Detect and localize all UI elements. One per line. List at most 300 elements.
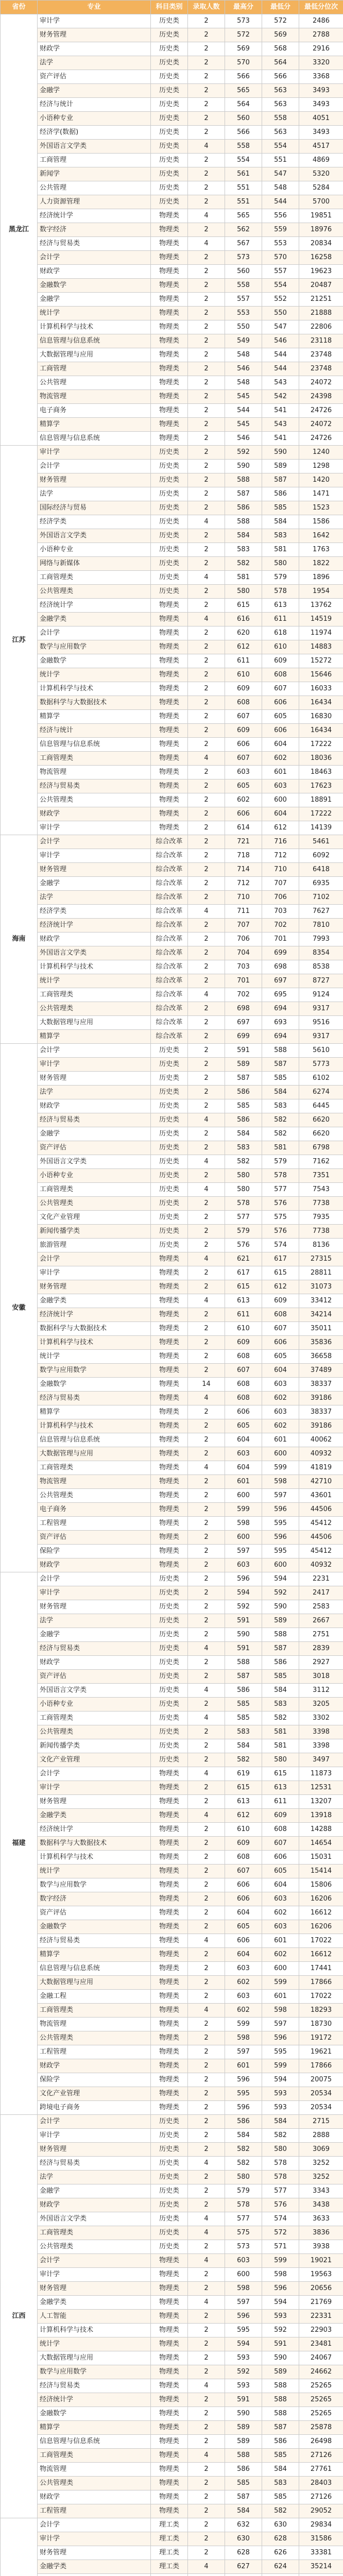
- category-cell: [151, 2574, 188, 2576]
- table-row: [1, 2268, 343, 2282]
- major-cell: 会计学: [38, 2518, 151, 2532]
- admitted-cell: 2: [188, 2143, 225, 2157]
- category-cell: 综合改革: [151, 863, 188, 877]
- max-score-cell: 597: [225, 2045, 262, 2059]
- category-cell: 物理类: [151, 1545, 188, 1558]
- admitted-cell: 4: [188, 1183, 225, 1197]
- min-score-cell: 559: [262, 223, 299, 237]
- max-score-cell: 587: [225, 1072, 262, 1086]
- major-cell: 金融学: [38, 293, 151, 307]
- min-rank-cell: 15414: [299, 1865, 343, 1878]
- min-score-cell: 601: [262, 1934, 299, 1948]
- max-score-cell: 592: [225, 446, 262, 460]
- category-cell: 综合改革: [151, 974, 188, 988]
- min-rank-cell: 5700: [299, 195, 343, 209]
- min-rank-cell: 43601: [299, 1489, 343, 1503]
- min-rank-cell: 21251: [299, 293, 343, 307]
- admitted-cell: 2: [188, 1823, 225, 1837]
- max-score-cell: 718: [225, 849, 262, 863]
- min-rank-cell: 12531: [299, 1781, 343, 1795]
- major-cell: 法学: [38, 1086, 151, 1099]
- admitted-cell: 14: [188, 1378, 225, 1392]
- category-cell: 物理类: [151, 1364, 188, 1378]
- major-cell: 经济统计学: [38, 599, 151, 613]
- major-cell: 工商管理类: [38, 2449, 151, 2463]
- max-score-cell: 587: [225, 2490, 262, 2504]
- min-rank-cell: 24726: [299, 432, 343, 446]
- admitted-cell: 2: [188, 2115, 225, 2129]
- major-cell: [38, 2574, 151, 2576]
- max-score-cell: 586: [225, 1086, 262, 1099]
- max-score-cell: 602: [225, 793, 262, 807]
- table-row: [1, 28, 343, 42]
- min-score-cell: 589: [262, 2365, 299, 2379]
- major-cell: 计算机科学与技术: [38, 682, 151, 696]
- table-row: [1, 1280, 343, 1294]
- admitted-cell: 2: [188, 738, 225, 752]
- province-cell: 安徽: [1, 1044, 38, 1572]
- category-cell: 物理类: [151, 1823, 188, 1837]
- table-row: [1, 223, 343, 237]
- major-cell: 精算学: [38, 1405, 151, 1419]
- table-row: [1, 1072, 343, 1086]
- category-cell: 历史类: [151, 2240, 188, 2254]
- category-cell: 物理类: [151, 821, 188, 835]
- category-cell: 历史类: [151, 1127, 188, 1141]
- min-score-cell: 544: [262, 362, 299, 376]
- min-rank-cell: 18463: [299, 766, 343, 779]
- max-score-cell: 591: [225, 1614, 262, 1628]
- category-cell: 历史类: [151, 1725, 188, 1739]
- major-cell: 数据科学与大数据技术: [38, 1322, 151, 1336]
- admitted-cell: 2: [188, 1405, 225, 1419]
- min-rank-cell: 21769: [299, 2296, 343, 2310]
- category-cell: 物理类: [151, 390, 188, 404]
- major-cell: 大数据管理与应用: [38, 2351, 151, 2365]
- table-row: [1, 1990, 343, 2004]
- max-score-cell: 553: [225, 307, 262, 320]
- max-score-cell: 603: [225, 1558, 262, 1572]
- min-rank-cell: 3398: [299, 1725, 343, 1739]
- min-rank-cell: 8727: [299, 974, 343, 988]
- admitted-cell: 2: [188, 2018, 225, 2031]
- min-rank-cell: 7627: [299, 905, 343, 919]
- table-row: [1, 1809, 343, 1823]
- min-score-cell: 584: [262, 1684, 299, 1698]
- min-score-cell: 547: [262, 167, 299, 181]
- min-rank-cell: 15272: [299, 654, 343, 668]
- min-score-cell: 694: [262, 1030, 299, 1044]
- table-row: [1, 835, 343, 849]
- major-cell: 计算机科学与技术: [38, 2324, 151, 2337]
- admitted-cell: 2: [188, 404, 225, 418]
- major-cell: 财务管理: [38, 1072, 151, 1086]
- table-row: [1, 1461, 343, 1475]
- major-cell: 经济学类: [38, 515, 151, 529]
- admitted-cell: 4: [188, 1711, 225, 1725]
- max-score-cell: 585: [225, 1099, 262, 1113]
- major-cell: 资产评估: [38, 70, 151, 84]
- min-score-cell: 544: [262, 195, 299, 209]
- min-score-cell: 580: [262, 2143, 299, 2157]
- table-row: [1, 2254, 343, 2268]
- max-score-cell: 627: [225, 2560, 262, 2574]
- min-score-cell: 603: [262, 1920, 299, 1934]
- max-score-cell: 606: [225, 738, 262, 752]
- admitted-cell: 2: [188, 2365, 225, 2379]
- min-score-cell: 609: [262, 1809, 299, 1823]
- major-cell: 财政学: [38, 42, 151, 56]
- major-cell: 金融数学: [38, 1920, 151, 1934]
- min-rank-cell: 18730: [299, 2018, 343, 2031]
- table-row: [1, 682, 343, 696]
- category-cell: 历史类: [151, 1058, 188, 1072]
- category-cell: 物理类: [151, 640, 188, 654]
- min-score-cell: 593: [262, 2101, 299, 2115]
- category-cell: 物理类: [151, 752, 188, 766]
- category-cell: 物理类: [151, 362, 188, 376]
- min-score-cell: 712: [262, 849, 299, 863]
- admitted-cell: 2: [188, 1878, 225, 1892]
- province-cell: [1, 2518, 38, 2576]
- category-cell: 物理类: [151, 2463, 188, 2477]
- min-score-cell: 553: [262, 237, 299, 251]
- category-cell: 物理类: [151, 2421, 188, 2435]
- category-cell: 物理类: [151, 696, 188, 710]
- major-cell: 数字经济: [38, 1892, 151, 1906]
- table-row: [1, 2226, 343, 2240]
- max-score-cell: 605: [225, 779, 262, 793]
- admitted-cell: 2: [188, 863, 225, 877]
- category-cell: 物理类: [151, 1809, 188, 1823]
- max-score-cell: 584: [225, 529, 262, 543]
- admitted-cell: 2: [188, 1266, 225, 1280]
- min-score-cell: 578: [262, 1169, 299, 1183]
- major-cell: 公共管理类: [38, 2031, 151, 2045]
- min-score-cell: 594: [262, 2073, 299, 2087]
- min-score-cell: 584: [262, 2463, 299, 2477]
- max-score-cell: 619: [225, 1767, 262, 1781]
- major-cell: 金融学: [38, 84, 151, 98]
- admitted-cell: 2: [188, 1239, 225, 1252]
- table-row: [1, 2421, 343, 2435]
- min-score-cell: 574: [262, 1239, 299, 1252]
- min-rank-cell: 26498: [299, 2435, 343, 2449]
- min-score-cell: 626: [262, 2546, 299, 2560]
- min-score-cell: 543: [262, 376, 299, 390]
- table-row: [1, 2129, 343, 2143]
- major-cell: 大数据管理与应用: [38, 348, 151, 362]
- max-score-cell: 544: [225, 404, 262, 418]
- category-cell: 综合改革: [151, 919, 188, 933]
- max-score-cell: 551: [225, 195, 262, 209]
- table-row: [1, 696, 343, 710]
- min-rank-cell: 1822: [299, 557, 343, 571]
- min-rank-cell: 28811: [299, 1266, 343, 1280]
- major-cell: 经济统计学: [38, 209, 151, 223]
- category-cell: 物理类: [151, 2254, 188, 2268]
- admitted-cell: 2: [188, 793, 225, 807]
- min-rank-cell: 15806: [299, 1878, 343, 1892]
- table-row: [1, 2073, 343, 2087]
- max-score-cell: 585: [225, 2477, 262, 2490]
- table-row: [1, 515, 343, 529]
- admitted-cell: 2: [188, 1364, 225, 1378]
- admitted-cell: 2: [188, 835, 225, 849]
- max-score-cell: 580: [225, 1169, 262, 1183]
- max-score-cell: 607: [225, 710, 262, 724]
- max-score-cell: 604: [225, 1433, 262, 1447]
- admitted-cell: 2: [188, 933, 225, 946]
- table-row: [1, 1976, 343, 1990]
- table-row: [1, 1308, 343, 1322]
- admitted-cell: 4: [188, 2449, 225, 2463]
- admitted-cell: 2: [188, 1127, 225, 1141]
- min-score-cell: 542: [262, 390, 299, 404]
- max-score-cell: 600: [225, 1489, 262, 1503]
- min-score-cell: 699: [262, 946, 299, 960]
- major-cell: 资产评估: [38, 1531, 151, 1545]
- major-cell: 数学与应用数学: [38, 1878, 151, 1892]
- category-cell: 历史类: [151, 446, 188, 460]
- min-rank-cell: 14519: [299, 613, 343, 626]
- table-row: [1, 209, 343, 223]
- category-cell: 历史类: [151, 557, 188, 571]
- major-cell: 财政学: [38, 1558, 151, 1572]
- max-score-cell: 586: [225, 501, 262, 515]
- table-row: [1, 460, 343, 473]
- major-cell: 财务管理: [38, 473, 151, 487]
- max-score-cell: 579: [225, 2184, 262, 2198]
- min-score-cell: 603: [262, 1378, 299, 1392]
- category-cell: 历史类: [151, 1044, 188, 1058]
- max-score-cell: 698: [225, 1002, 262, 1016]
- table-row: [1, 2282, 343, 2296]
- min-score-cell: 604: [262, 738, 299, 752]
- min-rank-cell: 29052: [299, 2504, 343, 2518]
- category-cell: 物理类: [151, 710, 188, 724]
- admitted-cell: 4: [188, 1642, 225, 1656]
- max-score-cell: 606: [225, 807, 262, 821]
- category-cell: 物理类: [151, 654, 188, 668]
- max-score-cell: 603: [225, 2254, 262, 2268]
- table-row: [1, 1183, 343, 1197]
- min-score-cell: 588: [262, 2393, 299, 2407]
- max-score-cell: 592: [225, 1600, 262, 1614]
- category-cell: 物理类: [151, 251, 188, 265]
- table-row: [1, 1684, 343, 1698]
- admitted-cell: 2: [188, 974, 225, 988]
- major-cell: 精算学: [38, 1948, 151, 1962]
- max-score-cell: 569: [225, 42, 262, 56]
- table-row: [1, 946, 343, 960]
- max-score-cell: 593: [225, 2379, 262, 2393]
- max-score-cell: 588: [225, 1656, 262, 1670]
- max-score-cell: 697: [225, 1016, 262, 1030]
- min-score-cell: 568: [262, 42, 299, 56]
- min-score-cell: 590: [262, 2351, 299, 2365]
- major-cell: 财政学: [38, 2059, 151, 2073]
- major-cell: 人力资源管理: [38, 195, 151, 209]
- min-score-cell: 589: [262, 1614, 299, 1628]
- table-row: [1, 1364, 343, 1378]
- admitted-cell: 2: [188, 279, 225, 293]
- min-rank-cell: 3320: [299, 56, 343, 70]
- max-score-cell: 615: [225, 1781, 262, 1795]
- min-rank-cell: 9516: [299, 1016, 343, 1030]
- min-score-cell: 608: [262, 668, 299, 682]
- max-score-cell: 584: [225, 1739, 262, 1753]
- category-cell: 物理类: [151, 2045, 188, 2059]
- admitted-cell: 4: [188, 2004, 225, 2018]
- major-cell: 工商管理类: [38, 1183, 151, 1197]
- min-rank-cell: 19563: [299, 2268, 343, 2282]
- category-cell: 历史类: [151, 1225, 188, 1239]
- table-row: [1, 1058, 343, 1072]
- admitted-cell: 4: [188, 1767, 225, 1781]
- admitted-cell: 2: [188, 599, 225, 613]
- admitted-cell: 2: [188, 2059, 225, 2073]
- max-score-cell: 632: [225, 2518, 262, 2532]
- min-score-cell: 602: [262, 1392, 299, 1405]
- table-row: [1, 1531, 343, 1545]
- category-cell: 物理类: [151, 1767, 188, 1781]
- min-score-cell: 576: [262, 1225, 299, 1239]
- table-row: [1, 195, 343, 209]
- category-cell: 物理类: [151, 1294, 188, 1308]
- min-score-cell: 579: [262, 1155, 299, 1169]
- min-score-cell: 580: [262, 1753, 299, 1767]
- min-score-cell: 582: [262, 1113, 299, 1127]
- table-row: [1, 487, 343, 501]
- min-score-cell: 556: [262, 209, 299, 223]
- admitted-cell: 2: [188, 1614, 225, 1628]
- category-cell: 物理类: [151, 1990, 188, 2004]
- category-cell: 物理类: [151, 793, 188, 807]
- min-score-cell: 585: [262, 1670, 299, 1684]
- min-rank-cell: 8354: [299, 946, 343, 960]
- table-row: [1, 877, 343, 891]
- max-score-cell: 549: [225, 334, 262, 348]
- min-rank-cell: 1586: [299, 515, 343, 529]
- category-cell: 物理类: [151, 779, 188, 793]
- max-score-cell: 586: [225, 2115, 262, 2129]
- min-rank-cell: 2839: [299, 1642, 343, 1656]
- category-cell: 历史类: [151, 1656, 188, 1670]
- min-rank-cell: 38337: [299, 1378, 343, 1392]
- category-cell: 历史类: [151, 2198, 188, 2212]
- table-row: [1, 1823, 343, 1837]
- admitted-cell: 2: [188, 1865, 225, 1878]
- admitted-cell: 2: [188, 2532, 225, 2546]
- category-cell: 历史类: [151, 126, 188, 140]
- table-row: [1, 2477, 343, 2490]
- table-row: [1, 2393, 343, 2407]
- min-score-cell: 583: [262, 1698, 299, 1711]
- major-cell: 资产评估: [38, 1906, 151, 1920]
- major-cell: 工商管理类: [38, 988, 151, 1002]
- max-score-cell: 598: [225, 1517, 262, 1531]
- max-score-cell: 589: [225, 2421, 262, 2435]
- admitted-cell: 2: [188, 2184, 225, 2198]
- min-rank-cell: 1298: [299, 460, 343, 473]
- admitted-cell: 2: [188, 1044, 225, 1058]
- table-row: [1, 348, 343, 362]
- table-row: [1, 668, 343, 682]
- min-score-cell: 606: [262, 696, 299, 710]
- max-score-cell: 570: [225, 56, 262, 70]
- max-score-cell: 596: [225, 2073, 262, 2087]
- category-cell: 物理类: [151, 2393, 188, 2407]
- category-cell: 物理类: [151, 2379, 188, 2393]
- table-row: [1, 1837, 343, 1851]
- major-cell: 审计学: [38, 1781, 151, 1795]
- major-cell: 财政学: [38, 2198, 151, 2212]
- major-cell: 工商管理类: [38, 2226, 151, 2240]
- major-cell: 金融学类: [38, 2296, 151, 2310]
- category-cell: 历史类: [151, 529, 188, 543]
- table-row: [1, 529, 343, 543]
- table-row: [1, 1642, 343, 1656]
- table-row: [1, 56, 343, 70]
- min-rank-cell: 7810: [299, 919, 343, 933]
- max-score-cell: 582: [225, 2157, 262, 2171]
- min-score-cell: 596: [262, 2031, 299, 2045]
- table-row: [1, 1016, 343, 1030]
- min-score-cell: 587: [262, 1058, 299, 1072]
- category-cell: 物理类: [151, 807, 188, 821]
- admitted-cell: 2: [188, 181, 225, 195]
- min-rank-cell: 25265: [299, 2393, 343, 2407]
- admitted-cell: 2: [188, 1628, 225, 1642]
- category-cell: 物理类: [151, 1837, 188, 1851]
- table-row: [1, 2407, 343, 2421]
- min-score-cell: 599: [262, 2254, 299, 2268]
- max-score-cell: 706: [225, 933, 262, 946]
- min-rank-cell: 24398: [299, 390, 343, 404]
- major-cell: 外国语言文学类: [38, 529, 151, 543]
- min-score-cell: 593: [262, 2310, 299, 2324]
- max-score-cell: 594: [225, 1586, 262, 1600]
- max-score-cell: 714: [225, 863, 262, 877]
- table-row: [1, 2574, 343, 2576]
- max-score-cell: 566: [225, 126, 262, 140]
- major-cell: 信息管理与信息系统: [38, 334, 151, 348]
- min-rank-cell: 45412: [299, 1545, 343, 1558]
- min-score-cell: 600: [262, 1558, 299, 1572]
- major-cell: 经济与贸易类: [38, 2379, 151, 2393]
- admitted-cell: 4: [188, 2226, 225, 2240]
- major-cell: 信息管理与信息系统: [38, 1433, 151, 1447]
- category-cell: 物理类: [151, 2337, 188, 2351]
- min-rank-cell: 14883: [299, 640, 343, 654]
- min-score-cell: 615: [262, 1266, 299, 1280]
- category-cell: 物理类: [151, 1475, 188, 1489]
- table-row: [1, 1753, 343, 1767]
- max-score-cell: 580: [225, 1183, 262, 1197]
- major-cell: 财政学: [38, 807, 151, 821]
- min-rank-cell: 18293: [299, 2004, 343, 2018]
- min-score-cell: 558: [262, 112, 299, 126]
- min-score-cell: 611: [262, 1795, 299, 1809]
- min-rank-cell: 25265: [299, 2379, 343, 2393]
- category-cell: 物理类: [151, 1489, 188, 1503]
- admitted-cell: 2: [188, 1531, 225, 1545]
- max-score-cell: 597: [225, 2296, 262, 2310]
- max-score-cell: 601: [225, 1475, 262, 1489]
- min-score-cell: 582: [262, 1127, 299, 1141]
- min-rank-cell: 6102: [299, 1072, 343, 1086]
